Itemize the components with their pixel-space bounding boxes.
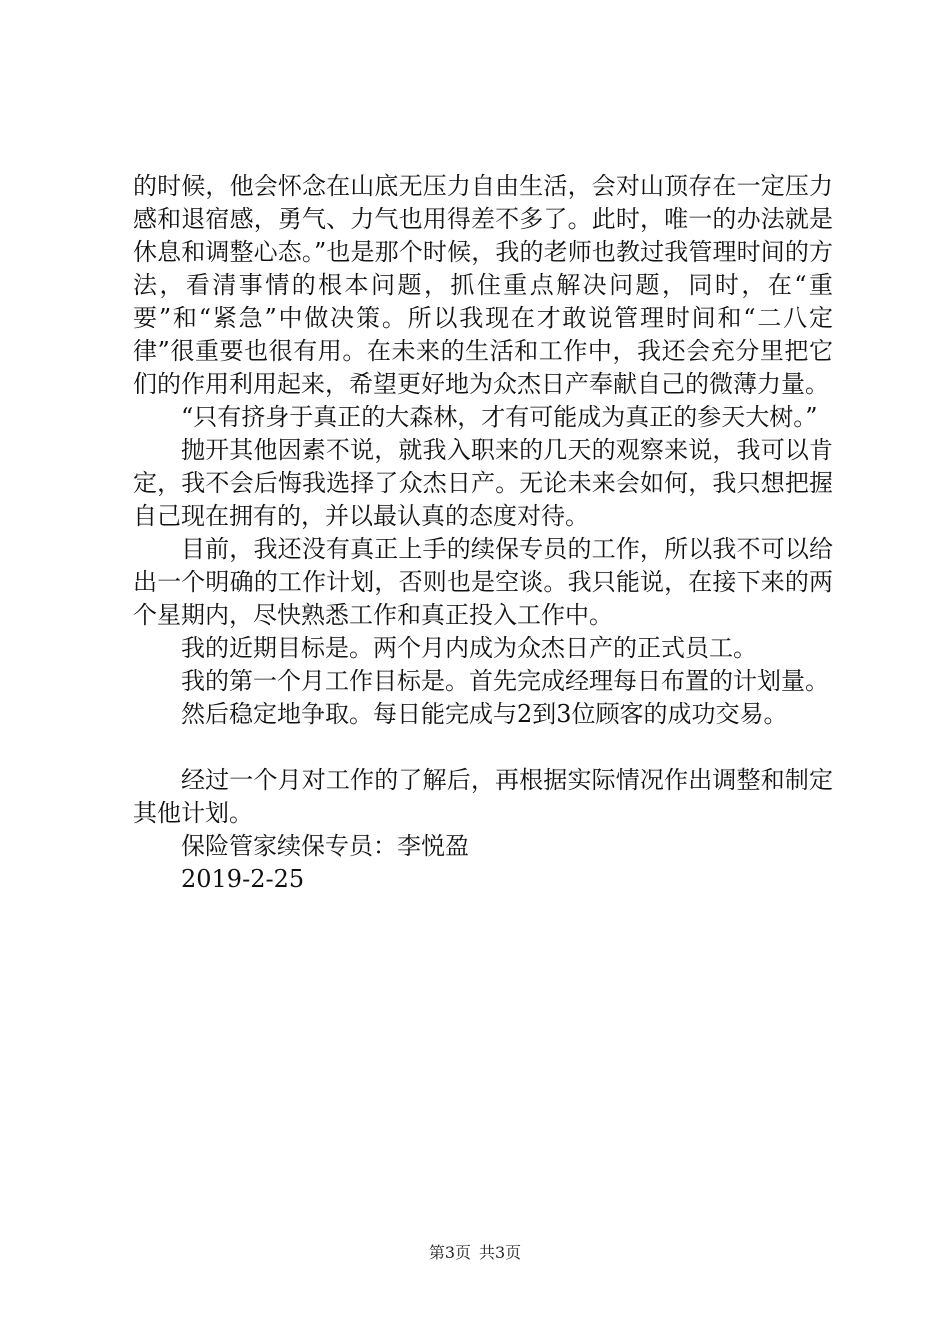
- paragraph-daily-goal: 然后稳定地争取。每日能完成与2到3位顾客的成功交易。: [181, 700, 788, 728]
- paragraph-near-term-goal: 我的近期目标是。两个月内成为众杰日产的正式员工。: [181, 634, 757, 662]
- paragraph-spacer: [133, 731, 833, 764]
- page-total: 共3页: [479, 1243, 522, 1262]
- paragraph-observation: 抛开其他因素不说，就我入职来的几天的观察来说，我可以肯定，我不会后悔我选择了众杰日产。无论未来会如何，我只想把握自己现在拥有的，并以最认真的态度对待。: [133, 436, 833, 530]
- paragraph-first-month-goal: 我的第一个月工作目标是。首先完成经理每日布置的计划量。: [181, 667, 829, 695]
- page-number: 第3页: [428, 1243, 471, 1262]
- paragraph-current-status: 目前，我还没有真正上手的续保专员的工作，所以我不可以给出一个明确的工作计划，否则也是空谈。我只能说，在接下来的两个星期内，尽快熟悉工作和真正投入工作中。: [133, 535, 833, 629]
- signature-line: 保险管家续保专员：李悦盈: [181, 832, 469, 860]
- document-body: [133, 170, 833, 896]
- page-footer: [0, 1243, 950, 1263]
- paragraph-adjustment-plan: 经过一个月对工作的了解后，再根据实际情况作出调整和制定其他计划。: [133, 766, 833, 827]
- paragraph-continuation: 的时候，他会怀念在山底无压力自由生活，会对山顶存在一定压力感和退宿感，勇气、力气也用得差不多了。此时，唯一的办法就是休息和调整心态。”也是那个时候，我的老师也教过我管理时间的方法，看清事情的根本问题，抓住重点解决问题，同时，在“重要”和“紧急”中做决策。所以我现在才敢说管理时间和“二八定律”很重要也很有用。在未来的生活和工作中，我还会充分里把它们的作用利用起来，希望更好地为众杰日产奉献自己的微薄力量。: [133, 172, 833, 398]
- document-date: 2019-2-25: [181, 865, 305, 893]
- paragraph-quote: “只有挤身于真正的大森林，才有可能成为真正的参天大树。”: [181, 403, 818, 431]
